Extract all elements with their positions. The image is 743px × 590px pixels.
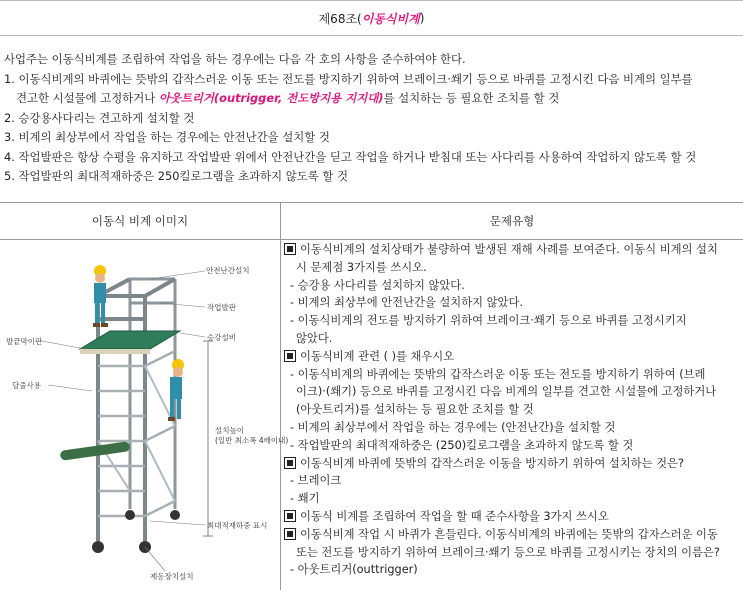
question-list bbox=[284, 241, 742, 590]
title-prefix: 제68조( bbox=[318, 11, 362, 26]
answer-line: - 비계의 최상부에서 작업을 하는 경우에는 (안전난간)을 설치할 것 bbox=[290, 420, 616, 434]
law-item-1-pre: 견고한 시설물에 고정하거나 bbox=[16, 91, 159, 105]
law-item-1: 1. 이동식비계의 바퀴에는 뜻밖의 갑작스러운 이동 또는 전도를 방지하기 위하여 브레이크·쐐기 등으로 바퀴를 고정시킨 다음 비계의 일부를 bbox=[4, 71, 693, 86]
question-text: 이동식비계 바퀴에 뜻밖의 갑작스러운 이동을 방지하기 위하여 설치하는 것은? bbox=[300, 456, 684, 470]
law-item-4: 4. 작업발판은 항상 수평을 유지하고 작업발판 위에서 안전난간을 딛고 작업을 하거나 받침대 또는 사다리를 사용하여 작업하지 않도록 할 것 bbox=[4, 149, 697, 164]
column-divider bbox=[280, 203, 281, 590]
answer-line: 않았다. bbox=[296, 331, 333, 345]
law-item-2: 2. 승강용사다리는 견고하게 설치할 것 bbox=[4, 110, 195, 125]
answer-line: - 이동식비계의 바퀴에는 뜻밖의 갑작스러운 이동 또는 전도를 방지하기 위하여 (브레 bbox=[290, 367, 706, 381]
label-outrigger: 달줄사용 bbox=[12, 381, 41, 390]
square-bullet-icon bbox=[284, 457, 296, 469]
law-intro: 사업주는 이동식비계를 조립하여 작업을 하는 경우에는 다음 각 호의 사항을 준수하여야 한다. bbox=[4, 52, 466, 66]
law-item-5: 5. 작업발판의 최대적재하중은 250킬로그램을 초과하지 않도록 할 것 bbox=[4, 169, 349, 183]
question-text: 이동식비계 관련 ( )를 채우시오 bbox=[300, 349, 455, 363]
answer-line: (아웃트리거)를 설치하는 등 필요한 조치를 할 것 bbox=[296, 403, 534, 417]
square-bullet-icon bbox=[284, 350, 296, 362]
question-item bbox=[284, 455, 742, 473]
question-item bbox=[284, 526, 742, 544]
law-item-1-emphasis: 아웃트리거(outrigger, 전도방지용 지지대) bbox=[158, 91, 384, 105]
question-item bbox=[284, 508, 742, 526]
law-item-1-cont bbox=[4, 89, 737, 109]
question-continuation: 시 문제점 3가지를 쓰시오. bbox=[296, 260, 427, 274]
answer-line: - 승강용 사다리를 설치하지 않았다. bbox=[290, 278, 465, 292]
label-foothold: 발끝막이판 bbox=[6, 337, 43, 346]
scaffold-illustration-cell bbox=[0, 241, 289, 590]
article-title bbox=[0, 0, 743, 36]
answer-line: - 이동식비계의 전도를 방지하기 위하여 브레이크·쐐기 등으로 바퀴를 고정시키지 bbox=[290, 314, 687, 328]
law-item-1-post: 를 설치하는 등 필요한 조치를 할 것 bbox=[383, 91, 560, 105]
answer-line: 이크)·(쐐기) 등으로 바퀴를 고정시킨 다음 비계의 일부를 견고한 시설물에 고정하거나 bbox=[296, 385, 717, 399]
label-brake: 제동장치설치 bbox=[150, 572, 194, 581]
law-item-3: 3. 비계의 최상부에서 작업을 하는 경우에는 안전난간을 설치할 것 bbox=[4, 130, 330, 144]
label-ladder: 승강설비 bbox=[207, 333, 236, 342]
answer-line: - 작업발판의 최대적재하중은 (250)킬로그램을 초과하지 않도록 할 것 bbox=[290, 438, 634, 452]
label-height: 설치높이 bbox=[215, 426, 244, 435]
answer-line: - 아웃트리거(outtrigger) bbox=[290, 563, 418, 577]
question-continuation: 또는 전도를 방지하기 위하여 브레이크·쐐기 등으로 바퀴를 고정시키는 장치의 이름은? bbox=[296, 545, 720, 559]
square-bullet-icon bbox=[284, 510, 296, 522]
title-emphasis: 이동식비계 bbox=[361, 11, 420, 26]
question-text: 이동식비계의 설치상태가 불량하여 발생된 재해 사례를 보여준다. 이동식 비계의 설치 bbox=[300, 243, 718, 256]
label-height-sub: (일반 최소폭 4배이내) bbox=[215, 436, 289, 445]
answer-line: - 브레이크 bbox=[290, 474, 342, 488]
header-problem-type: 문제유형 bbox=[281, 203, 743, 240]
square-bullet-icon bbox=[284, 528, 296, 540]
square-bullet-icon bbox=[284, 243, 296, 255]
scaffold-illustration bbox=[0, 241, 280, 590]
question-text: 이동식비계 작업 시 바퀴가 흔들린다. 이동식비계의 바퀴에는 뜻밖의 갑자스러운 이동 bbox=[300, 527, 718, 541]
question-item bbox=[284, 241, 742, 259]
title-suffix: ) bbox=[419, 11, 425, 25]
question-text: 이동식 비계를 조립하여 작업을 할 때 준수사항을 3가지 쓰시오 bbox=[300, 509, 609, 523]
label-platform: 작업발판 bbox=[207, 303, 236, 312]
answer-line: - 비계의 최상부에 안전난간을 설치하지 않았다. bbox=[290, 296, 523, 310]
label-guardrail: 안전난간설치 bbox=[206, 266, 250, 275]
question-item bbox=[284, 348, 742, 366]
law-text bbox=[0, 36, 743, 202]
header-image: 이동식 비계 이미지 bbox=[0, 203, 280, 240]
answer-line: - 쐐기 bbox=[290, 492, 320, 506]
label-max-load: 최대적재하중 표시 bbox=[207, 521, 268, 530]
problem-table bbox=[0, 202, 743, 590]
